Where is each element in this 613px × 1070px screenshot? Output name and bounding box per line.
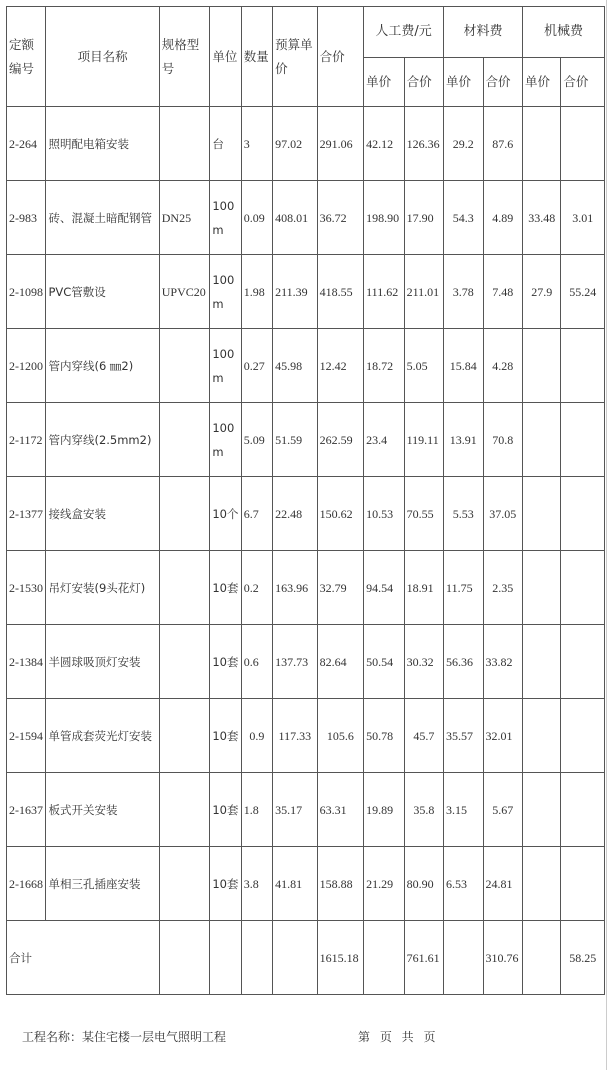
cell-labor-total: 119.11 (404, 403, 443, 477)
cell-mat-unit: 54.3 (444, 181, 483, 255)
cell-mach-unit (522, 107, 560, 181)
cell-mach-unit (522, 477, 560, 551)
cell-qty: 0.9 (241, 699, 272, 773)
cell-name: 单相三孔插座安装 (46, 847, 159, 921)
cell-labor-unit: 18.72 (364, 329, 404, 403)
cell-mach-total (561, 551, 605, 625)
cell-code: 2-1172 (7, 403, 46, 477)
cell-mach-total (561, 403, 605, 477)
table-row (7, 403, 605, 477)
cell-mat-unit: 3.15 (444, 773, 483, 847)
cell-labor-unit: 19.89 (364, 773, 404, 847)
cell-qty: 3 (241, 107, 272, 181)
cell-code: 2-1594 (7, 699, 46, 773)
cell-name: 砖、混凝土暗配钢管 (46, 181, 159, 255)
cell-qty: 5.09 (241, 403, 272, 477)
header-row-1 (7, 7, 605, 58)
header-spec: 规格型号 (159, 7, 210, 107)
cell-mach-unit (522, 329, 560, 403)
summary-price (273, 921, 318, 995)
cell-mach-unit (522, 699, 560, 773)
header-labor-total: 合价 (404, 58, 443, 107)
header-code: 定额编号 (7, 7, 46, 107)
summary-mach-total: 58.25 (561, 921, 605, 995)
table-row (7, 329, 605, 403)
cell-mach-total (561, 477, 605, 551)
cell-spec (159, 477, 210, 551)
summary-qty (241, 921, 272, 995)
cell-mach-total (561, 329, 605, 403)
cell-mach-unit (522, 625, 560, 699)
cell-mat-unit: 11.75 (444, 551, 483, 625)
table-row (7, 477, 605, 551)
cell-labor-total: 5.05 (404, 329, 443, 403)
cell-price: 408.01 (273, 181, 318, 255)
header-total: 合价 (317, 7, 364, 107)
cell-mach-total (561, 773, 605, 847)
header-name: 项目名称 (46, 7, 159, 107)
cell-code: 2-264 (7, 107, 46, 181)
cell-labor-unit: 50.78 (364, 699, 404, 773)
cell-mat-unit: 6.53 (444, 847, 483, 921)
cell-unit: 10套 (210, 773, 241, 847)
cell-mat-unit: 56.36 (444, 625, 483, 699)
cell-unit: 100m (210, 255, 241, 329)
cell-unit: 10套 (210, 625, 241, 699)
cell-spec (159, 551, 210, 625)
cell-mat-unit: 35.57 (444, 699, 483, 773)
cell-labor-unit: 42.12 (364, 107, 404, 181)
summary-row (7, 921, 605, 995)
cell-labor-unit: 10.53 (364, 477, 404, 551)
header-qty: 数量 (241, 7, 272, 107)
cell-price: 97.02 (273, 107, 318, 181)
cell-mat-total: 5.67 (483, 773, 522, 847)
cell-mach-unit (522, 773, 560, 847)
summary-label: 合计 (7, 921, 160, 995)
cell-name: 半圆球吸顶灯安装 (46, 625, 159, 699)
cell-mach-unit (522, 551, 560, 625)
table-row (7, 773, 605, 847)
cell-name: 板式开关安装 (46, 773, 159, 847)
cell-name: 吊灯安装(9头花灯) (46, 551, 159, 625)
cell-unit: 10个 (210, 477, 241, 551)
table-row (7, 255, 605, 329)
cell-labor-total: 126.36 (404, 107, 443, 181)
cell-labor-unit: 23.4 (364, 403, 404, 477)
cell-mat-unit: 5.53 (444, 477, 483, 551)
header-labor: 人工费/元 (364, 7, 444, 58)
header-labor-unit: 单价 (364, 58, 404, 107)
header-machine: 机械费 (522, 7, 604, 58)
header-unit: 单位 (210, 7, 241, 107)
cell-qty: 0.2 (241, 551, 272, 625)
table-row (7, 847, 605, 921)
budget-sheet (6, 6, 605, 995)
cell-total: 32.79 (317, 551, 364, 625)
cell-unit: 100m (210, 329, 241, 403)
cell-mach-total: 3.01 (561, 181, 605, 255)
cell-code: 2-1200 (7, 329, 46, 403)
cell-mat-total: 70.8 (483, 403, 522, 477)
cell-price: 35.17 (273, 773, 318, 847)
cell-labor-total: 35.8 (404, 773, 443, 847)
cell-labor-unit: 21.29 (364, 847, 404, 921)
cell-total: 105.6 (317, 699, 364, 773)
cell-spec (159, 847, 210, 921)
cell-unit: 10套 (210, 551, 241, 625)
cell-spec: DN25 (159, 181, 210, 255)
cell-mat-total: 37.05 (483, 477, 522, 551)
cell-labor-total: 45.7 (404, 699, 443, 773)
cell-qty: 0.27 (241, 329, 272, 403)
cell-mach-total (561, 699, 605, 773)
header-material: 材料费 (444, 7, 523, 58)
cell-mat-total: 87.6 (483, 107, 522, 181)
cell-total: 418.55 (317, 255, 364, 329)
cell-code: 2-1668 (7, 847, 46, 921)
cell-code: 2-983 (7, 181, 46, 255)
table-row (7, 699, 605, 773)
header-machine-unit: 单价 (522, 58, 560, 107)
budget-table (6, 6, 605, 995)
cell-labor-total: 17.90 (404, 181, 443, 255)
cell-unit: 100m (210, 181, 241, 255)
cell-mach-unit (522, 847, 560, 921)
cell-qty: 6.7 (241, 477, 272, 551)
cell-spec (159, 699, 210, 773)
project-name: 工程名称：某住宅楼一层电气照明工程 (22, 1030, 227, 1044)
cell-mat-unit: 13.91 (444, 403, 483, 477)
cell-mat-total: 32.01 (483, 699, 522, 773)
page-right-border (606, 0, 607, 1070)
cell-price: 45.98 (273, 329, 318, 403)
summary-total: 1615.18 (317, 921, 364, 995)
cell-spec (159, 625, 210, 699)
cell-mat-total: 24.81 (483, 847, 522, 921)
cell-labor-total: 80.90 (404, 847, 443, 921)
summary-mat-unit (444, 921, 483, 995)
cell-labor-unit: 94.54 (364, 551, 404, 625)
cell-labor-total: 30.32 (404, 625, 443, 699)
cell-labor-total: 70.55 (404, 477, 443, 551)
summary-spec (159, 921, 210, 995)
cell-qty: 0.09 (241, 181, 272, 255)
cell-code: 2-1377 (7, 477, 46, 551)
cell-name: 管内穿线(2.5mm2) (46, 403, 159, 477)
cell-total: 12.42 (317, 329, 364, 403)
cell-code: 2-1637 (7, 773, 46, 847)
cell-spec (159, 773, 210, 847)
cell-mat-total: 33.82 (483, 625, 522, 699)
cell-total: 158.88 (317, 847, 364, 921)
cell-price: 211.39 (273, 255, 318, 329)
cell-total: 150.62 (317, 477, 364, 551)
cell-spec (159, 403, 210, 477)
cell-mat-total: 7.48 (483, 255, 522, 329)
cell-price: 51.59 (273, 403, 318, 477)
summary-labor-unit (364, 921, 404, 995)
cell-spec (159, 107, 210, 181)
cell-unit: 台 (210, 107, 241, 181)
cell-name: 单管成套荧光灯安装 (46, 699, 159, 773)
summary-mach-unit (522, 921, 560, 995)
cell-price: 22.48 (273, 477, 318, 551)
cell-code: 2-1098 (7, 255, 46, 329)
cell-qty: 1.8 (241, 773, 272, 847)
table-row (7, 551, 605, 625)
cell-spec: UPVC20 (159, 255, 210, 329)
cell-name: PVC管敷设 (46, 255, 159, 329)
cell-qty: 0.6 (241, 625, 272, 699)
cell-mat-unit: 29.2 (444, 107, 483, 181)
cell-name: 管内穿线(6 ㎜2) (46, 329, 159, 403)
cell-mach-unit: 33.48 (522, 181, 560, 255)
cell-mach-unit (522, 403, 560, 477)
cell-price: 163.96 (273, 551, 318, 625)
header-material-unit: 单价 (444, 58, 483, 107)
cell-labor-unit: 50.54 (364, 625, 404, 699)
cell-total: 262.59 (317, 403, 364, 477)
header-budget-price: 预算单价 (273, 7, 318, 107)
summary-labor-total: 761.61 (404, 921, 443, 995)
cell-mach-total (561, 847, 605, 921)
cell-mach-unit: 27.9 (522, 255, 560, 329)
summary-mat-total: 310.76 (483, 921, 522, 995)
cell-total: 291.06 (317, 107, 364, 181)
cell-mat-total: 4.89 (483, 181, 522, 255)
cell-name: 照明配电箱安装 (46, 107, 159, 181)
cell-total: 82.64 (317, 625, 364, 699)
cell-mat-total: 2.35 (483, 551, 522, 625)
cell-qty: 3.8 (241, 847, 272, 921)
cell-unit: 10套 (210, 847, 241, 921)
cell-total: 36.72 (317, 181, 364, 255)
cell-labor-total: 211.01 (404, 255, 443, 329)
cell-price: 137.73 (273, 625, 318, 699)
cell-qty: 1.98 (241, 255, 272, 329)
cell-code: 2-1530 (7, 551, 46, 625)
header-material-total: 合价 (483, 58, 522, 107)
table-row (7, 181, 605, 255)
cell-mach-total (561, 107, 605, 181)
cell-total: 63.31 (317, 773, 364, 847)
cell-labor-total: 18.91 (404, 551, 443, 625)
cell-unit: 10套 (210, 699, 241, 773)
cell-code: 2-1384 (7, 625, 46, 699)
cell-price: 41.81 (273, 847, 318, 921)
table-row (7, 625, 605, 699)
cell-spec (159, 329, 210, 403)
cell-labor-unit: 198.90 (364, 181, 404, 255)
page-indicator: 第 页 共 页 (358, 1030, 436, 1044)
cell-mat-total: 4.28 (483, 329, 522, 403)
header-machine-total: 合价 (561, 58, 605, 107)
summary-unit (210, 921, 241, 995)
cell-name: 接线盒安装 (46, 477, 159, 551)
cell-price: 117.33 (273, 699, 318, 773)
cell-mat-unit: 3.78 (444, 255, 483, 329)
cell-unit: 100m (210, 403, 241, 477)
cell-mach-total: 55.24 (561, 255, 605, 329)
table-row (7, 107, 605, 181)
cell-mat-unit: 15.84 (444, 329, 483, 403)
cell-labor-unit: 111.62 (364, 255, 404, 329)
cell-mach-total (561, 625, 605, 699)
